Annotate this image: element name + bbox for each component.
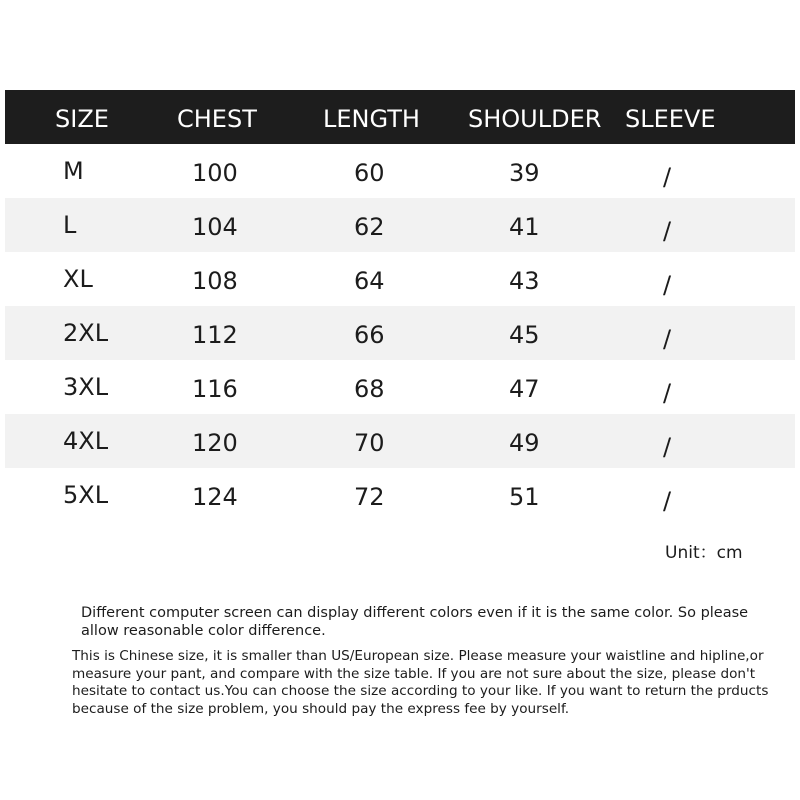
table-row: [5, 468, 795, 522]
header-shoulder: SHOULDER: [468, 105, 602, 133]
header-length: LENGTH: [323, 105, 420, 133]
cell-chest: 104: [192, 213, 238, 241]
cell-sleeve: /: [663, 433, 672, 461]
cell-length: 62: [354, 213, 385, 241]
header-chest: CHEST: [177, 105, 257, 133]
cell-shoulder: 43: [509, 267, 540, 295]
color-note: [36, 605, 781, 640]
cell-length: 64: [354, 267, 385, 295]
table-row: [5, 414, 795, 468]
cell-length: 72: [354, 483, 385, 511]
table-header: [5, 90, 795, 144]
cell-sleeve: /: [663, 271, 672, 299]
table-row: [5, 198, 795, 252]
table-row: [5, 144, 795, 198]
table-row: [5, 360, 795, 414]
cell-shoulder: 49: [509, 429, 540, 457]
cell-size: L: [63, 211, 77, 239]
cell-sleeve: /: [663, 217, 672, 245]
cell-chest: 100: [192, 159, 238, 187]
cell-size: M: [63, 157, 84, 185]
cell-shoulder: 39: [509, 159, 540, 187]
size-table: [5, 90, 795, 522]
cell-shoulder: 41: [509, 213, 540, 241]
color-note-text: Different computer screen can display different colors even if it is the same color. So please allow reasonable color difference.: [81, 605, 749, 639]
cell-sleeve: /: [663, 487, 672, 515]
cell-chest: 108: [192, 267, 238, 295]
cell-size: 5XL: [63, 481, 109, 509]
cell-length: 68: [354, 375, 385, 403]
unit-label: Unit：cm: [665, 543, 743, 563]
cell-chest: 120: [192, 429, 238, 457]
cell-sleeve: /: [663, 379, 672, 407]
size-note: [36, 648, 781, 718]
header-size: SIZE: [55, 105, 109, 133]
cell-shoulder: 47: [509, 375, 540, 403]
cell-size: 3XL: [63, 373, 109, 401]
cell-size: XL: [63, 265, 93, 293]
size-note-text: This is Chinese size, it is smaller than US/European size. Please measure your waistline and hipline,or measure your pant, and compare with the size table. If you are not sure about the size, please don't hesitate to contact us.You can choose the size according to your like. If you want to return the prducts because of the size problem, you should pay the express fee by yourself.: [72, 648, 769, 717]
cell-chest: 124: [192, 483, 238, 511]
cell-length: 60: [354, 159, 385, 187]
cell-chest: 112: [192, 321, 238, 349]
cell-chest: 116: [192, 375, 238, 403]
cell-sleeve: /: [663, 163, 672, 191]
table-row: [5, 306, 795, 360]
cell-length: 70: [354, 429, 385, 457]
table-row: [5, 252, 795, 306]
cell-shoulder: 51: [509, 483, 540, 511]
cell-shoulder: 45: [509, 321, 540, 349]
cell-size: 2XL: [63, 319, 109, 347]
cell-length: 66: [354, 321, 385, 349]
cell-sleeve: /: [663, 325, 672, 353]
header-sleeve: SLEEVE: [625, 105, 716, 133]
cell-size: 4XL: [63, 427, 109, 455]
